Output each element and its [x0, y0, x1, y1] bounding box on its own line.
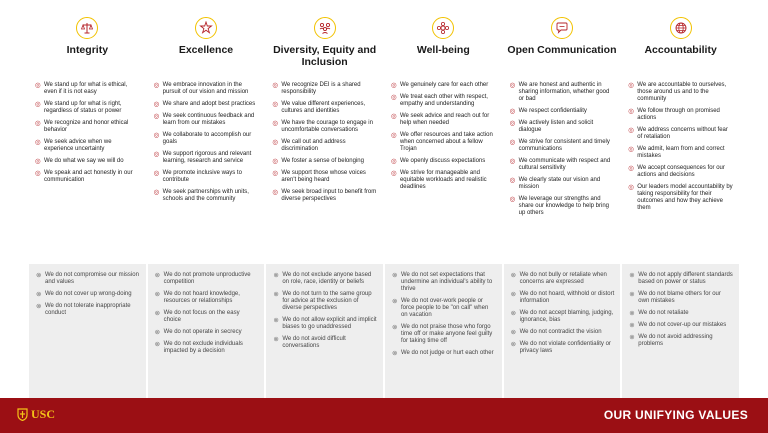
heart-flower-icon: [432, 17, 454, 39]
value-title: Integrity: [66, 44, 109, 56]
dont-item: [629, 322, 733, 329]
check-circle-icon: ◎: [272, 189, 278, 196]
do-item-text: We have the courage to engage in uncomfortable conversations: [281, 120, 373, 133]
x-circle-icon: ⊗: [36, 303, 42, 310]
check-circle-icon: ◎: [509, 120, 516, 127]
values-columns: [28, 12, 740, 398]
check-circle-icon: ◎: [390, 158, 397, 165]
do-item: [510, 158, 616, 172]
dont-item-text: We do not exclude individuals impacted by a decision: [163, 341, 243, 354]
check-circle-icon: ◎: [390, 82, 397, 89]
x-circle-icon: ⊗: [154, 329, 161, 336]
value-icon-wrap: [28, 12, 147, 44]
check-circle-icon: ◎: [272, 170, 278, 177]
check-circle-icon: ◎: [272, 101, 278, 108]
x-circle-icon: ⊗: [154, 291, 161, 298]
check-circle-icon: ◎: [628, 184, 634, 191]
dont-item-text: We do not avoid addressing problems: [638, 334, 713, 347]
do-item: [510, 120, 616, 134]
dont-list: [148, 264, 265, 398]
x-circle-icon: ⊗: [629, 310, 635, 317]
do-list: [384, 82, 503, 263]
do-item: [154, 151, 260, 165]
do-item: [154, 82, 260, 96]
dont-item-text: We do not cover-up our mistakes: [638, 322, 727, 328]
starburst-icon: [195, 17, 217, 39]
value-title: Open Communication: [507, 44, 617, 56]
dont-item-text: We do not allow explicit and implicit biases to go unaddressed: [282, 317, 377, 330]
people-group-icon: [314, 17, 336, 39]
check-circle-icon: ◎: [628, 108, 634, 115]
x-circle-icon: ⊗: [510, 272, 517, 279]
do-item: [272, 101, 378, 115]
dont-item-text: We do not judge or hurt each other: [400, 350, 494, 356]
do-item: [35, 170, 141, 184]
do-item-text: We communicate with respect and cultural sensitivity: [518, 158, 611, 171]
check-circle-icon: ◎: [153, 82, 160, 89]
dont-item: [155, 272, 259, 286]
dont-item: [273, 272, 377, 286]
check-circle-icon: ◎: [509, 196, 516, 203]
dont-list: [622, 264, 739, 398]
dont-item: [629, 291, 733, 305]
do-item: [35, 82, 141, 96]
scales-icon: [76, 17, 98, 39]
dont-item: [511, 272, 615, 286]
value-title: Diversity, Equity and Inclusion: [273, 44, 377, 68]
do-item: [628, 146, 734, 160]
check-circle-icon: ◎: [272, 82, 278, 89]
value-title: Excellence: [178, 44, 234, 56]
check-circle-icon: ◎: [628, 146, 634, 153]
do-item-text: We promote inclusive ways to contribute: [162, 170, 242, 183]
x-circle-icon: ⊗: [391, 272, 398, 279]
do-item: [628, 108, 734, 122]
check-circle-icon: ◎: [390, 170, 397, 177]
do-item-text: We support those whose voices aren't being heard: [281, 170, 366, 183]
do-item-text: We seek advice and reach out for help when needed: [399, 113, 490, 126]
x-circle-icon: ⊗: [154, 272, 161, 279]
value-icon-wrap: [147, 12, 266, 44]
dont-item-text: We do not bully or retaliate when concerns are expressed: [519, 272, 607, 285]
do-item: [391, 94, 497, 108]
do-item-text: We respect confidentiality: [518, 108, 587, 114]
do-item-text: We do what we say we will do: [44, 158, 124, 164]
check-circle-icon: ◎: [272, 158, 278, 165]
do-item: [272, 139, 378, 153]
do-list: [621, 82, 740, 263]
check-circle-icon: ◎: [35, 170, 41, 177]
do-item: [391, 170, 497, 191]
do-item: [272, 189, 378, 203]
value-title: Accountability: [644, 44, 717, 56]
dont-item: [155, 310, 259, 324]
dont-item-text: We do not contradict the vision: [519, 329, 602, 335]
x-circle-icon: ⊗: [36, 291, 42, 298]
dont-item-text: We do not retaliate: [638, 310, 689, 316]
check-circle-icon: ◎: [509, 108, 516, 115]
do-item-text: We support rigorous and relevant learning, research and service: [162, 151, 252, 164]
check-circle-icon: ◎: [509, 177, 516, 184]
do-item: [272, 158, 378, 165]
dont-item-text: We do not turn to the same group for advice at the exclusion of diverse perspectives: [282, 291, 372, 311]
do-item-text: We accept consequences for our actions and decisions: [637, 165, 725, 178]
check-circle-icon: ◎: [628, 165, 634, 172]
dont-item: [273, 291, 377, 312]
do-item: [510, 108, 616, 115]
speech-bubble-icon: [551, 17, 573, 39]
do-list: [28, 82, 147, 263]
dont-item-text: We do not violate confidentiality or privacy laws: [519, 341, 611, 354]
do-item: [35, 158, 141, 165]
check-circle-icon: ◎: [35, 82, 41, 89]
do-item-text: We are accountable to ourselves, those around us and to the community: [637, 82, 727, 102]
x-circle-icon: ⊗: [629, 334, 635, 341]
x-circle-icon: ⊗: [510, 291, 517, 298]
do-item: [391, 82, 497, 89]
do-item-text: We clearly state our vision and mission: [518, 177, 601, 190]
value-column-integrity: [28, 12, 147, 398]
do-item-text: We value different experiences, cultures and identities: [281, 101, 366, 114]
check-circle-icon: ◎: [509, 158, 516, 165]
do-item-text: We address concerns without fear of retaliation: [637, 127, 728, 140]
dont-item: [155, 329, 259, 336]
dont-item: [36, 303, 140, 317]
do-item-text: We actively listen and solicit dialogue: [518, 120, 594, 133]
do-item-text: We share and adopt best practices: [162, 101, 256, 107]
do-item-text: We recognize and honor ethical behavior: [44, 120, 129, 133]
dont-item-text: We do not hoard knowledge, resources or relationships: [163, 291, 240, 304]
do-item: [510, 196, 616, 217]
x-circle-icon: ⊗: [154, 341, 161, 348]
dont-item: [392, 350, 496, 357]
x-circle-icon: ⊗: [391, 324, 398, 331]
do-item: [628, 184, 734, 212]
x-circle-icon: ⊗: [510, 310, 517, 317]
check-circle-icon: ◎: [390, 132, 397, 139]
do-item: [391, 113, 497, 127]
dont-item-text: We do not accept blaming, judging, ignorance, bias: [519, 310, 614, 323]
value-title: Well-being: [416, 44, 470, 56]
do-list: [503, 82, 622, 263]
check-circle-icon: ◎: [272, 120, 278, 127]
do-item: [391, 158, 497, 165]
x-circle-icon: ⊗: [154, 310, 161, 317]
do-item: [35, 120, 141, 134]
do-item: [628, 165, 734, 179]
value-icon-wrap: [384, 12, 503, 44]
check-circle-icon: ◎: [35, 158, 41, 165]
x-circle-icon: ⊗: [273, 336, 279, 343]
check-circle-icon: ◎: [509, 139, 516, 146]
do-item: [35, 101, 141, 115]
do-item: [510, 177, 616, 191]
check-circle-icon: ◎: [153, 113, 160, 120]
value-column-diversity-equity-and-inclusion: [265, 12, 384, 398]
do-item: [391, 132, 497, 153]
dont-item-text: We do not focus on the easy choice: [163, 310, 240, 323]
do-item: [510, 82, 616, 103]
dont-item: [155, 291, 259, 305]
x-circle-icon: ⊗: [629, 272, 635, 279]
do-item-text: We seek continuous feedback and learn from our mistakes: [162, 113, 255, 126]
x-circle-icon: ⊗: [273, 272, 279, 279]
dont-item: [629, 272, 733, 286]
dont-list: [504, 264, 621, 398]
check-circle-icon: ◎: [628, 82, 634, 89]
dont-item: [511, 291, 615, 305]
do-item-text: We collaborate to accomplish our goals: [162, 132, 252, 145]
check-circle-icon: ◎: [153, 189, 160, 196]
dont-item-text: We do not compromise our mission and values: [45, 272, 139, 285]
x-circle-icon: ⊗: [391, 298, 398, 305]
do-item: [154, 101, 260, 108]
x-circle-icon: ⊗: [273, 291, 279, 298]
value-column-excellence: [147, 12, 266, 398]
dont-item: [392, 324, 496, 345]
dont-list: [266, 264, 383, 398]
dont-item-text: We do not operate in secrecy: [163, 329, 242, 335]
dont-item-text: We do not exclude anyone based on role, race, identity or beliefs: [282, 272, 372, 285]
dont-item: [511, 341, 615, 355]
do-item: [154, 170, 260, 184]
do-list: [265, 82, 384, 263]
usc-shield-icon: [17, 408, 28, 421]
value-icon-wrap: [621, 12, 740, 44]
value-column-open-communication: [503, 12, 622, 398]
do-item-text: We treat each other with respect, empathy and understanding: [399, 94, 488, 107]
dont-item: [273, 317, 377, 331]
dont-item-text: We do not blame others for our own mistakes: [638, 291, 721, 304]
dont-item: [392, 272, 496, 293]
dont-item-text: We do not avoid difficult conversations: [282, 336, 346, 349]
footer-tagline: OUR UNIFYING VALUES: [603, 408, 748, 422]
do-item-text: We speak and act honestly in our communication: [44, 170, 133, 183]
dont-item: [629, 310, 733, 317]
footer-bar: [0, 398, 768, 433]
dont-item: [273, 336, 377, 350]
x-circle-icon: ⊗: [510, 341, 517, 348]
dont-item-text: We do not promote unproductive competition: [163, 272, 251, 285]
dont-item: [36, 291, 140, 298]
check-circle-icon: ◎: [35, 139, 41, 146]
dont-item: [155, 341, 259, 355]
check-circle-icon: ◎: [390, 113, 397, 120]
check-circle-icon: ◎: [272, 139, 278, 146]
do-item: [272, 120, 378, 134]
check-circle-icon: ◎: [35, 101, 41, 108]
dont-item: [511, 329, 615, 336]
do-item-text: We recognize DEI is a shared responsibility: [281, 82, 361, 95]
dont-item-text: We do not praise those who forgo time off or make anyone feel guilty for taking time off: [400, 324, 493, 344]
x-circle-icon: ⊗: [391, 350, 398, 357]
do-item-text: We admit, learn from and correct mistakes: [637, 146, 725, 159]
do-item-text: We call out and address discrimination: [281, 139, 346, 152]
dont-item-text: We do not over-work people or force people to be "on call" when on vacation: [400, 298, 489, 318]
do-item-text: We seek broad input to benefit from diverse perspectives: [281, 189, 377, 202]
value-icon-wrap: [503, 12, 622, 44]
do-item-text: We genuinely care for each other: [399, 82, 489, 88]
value-icon-wrap: [265, 12, 384, 44]
check-circle-icon: ◎: [153, 170, 160, 177]
dont-item: [36, 272, 140, 286]
dont-item-text: We do not hoard, withhold or distort information: [519, 291, 615, 304]
do-item-text: We are honest and authentic in sharing information, whether good or bad: [518, 82, 610, 102]
check-circle-icon: ◎: [35, 120, 41, 127]
check-circle-icon: ◎: [153, 101, 160, 108]
dont-item-text: We do not apply different standards based on power or status: [638, 272, 733, 285]
do-item-text: We stand up for what is ethical, even if it is not easy: [44, 82, 128, 95]
do-item-text: We foster a sense of belonging: [281, 158, 364, 164]
check-circle-icon: ◎: [509, 82, 516, 89]
x-circle-icon: ⊗: [36, 272, 42, 279]
usc-logo: [17, 407, 55, 422]
do-item: [628, 82, 734, 103]
do-item-text: We seek partnerships with units, schools and the community: [162, 189, 249, 202]
do-item-text: We embrace innovation in the pursuit of our vision and mission: [162, 82, 249, 95]
value-column-well-being: [384, 12, 503, 398]
dont-item-text: We do not set expectations that undermine an individual's ability to thrive: [400, 272, 493, 292]
x-circle-icon: ⊗: [510, 329, 517, 336]
do-item-text: We seek advice when we experience uncertainty: [44, 139, 112, 152]
do-item-text: We openly discuss expectations: [399, 158, 486, 164]
check-circle-icon: ◎: [153, 132, 160, 139]
do-item-text: We follow through on promised actions: [637, 108, 720, 121]
do-list: [147, 82, 266, 263]
do-item-text: We offer resources and take action when concerned about a fellow Trojan: [399, 132, 493, 152]
dont-item: [392, 298, 496, 319]
dont-item-text: We do not cover up wrong-doing: [45, 291, 132, 297]
do-item-text: We strive for manageable and equitable workloads and realistic deadlines: [399, 170, 487, 190]
do-item-text: We strive for consistent and timely communications: [518, 139, 610, 152]
do-item: [510, 139, 616, 153]
value-column-accountability: [621, 12, 740, 398]
dont-item-text: We do not tolerate inappropriate conduct: [45, 303, 131, 316]
do-item: [154, 132, 260, 146]
do-item-text: Our leaders model accountability by taking responsibility for their outcomes and how they achieve them: [637, 184, 733, 211]
do-item: [154, 189, 260, 203]
do-item: [272, 170, 378, 184]
do-item: [628, 127, 734, 141]
dont-list: [385, 264, 502, 398]
check-circle-icon: ◎: [390, 94, 397, 101]
x-circle-icon: ⊗: [629, 322, 635, 329]
check-circle-icon: ◎: [153, 151, 160, 158]
dont-item: [629, 334, 733, 348]
do-item: [35, 139, 141, 153]
x-circle-icon: ⊗: [629, 291, 635, 298]
x-circle-icon: ⊗: [273, 317, 279, 324]
do-item-text: We leverage our strengths and share our knowledge to help bring up others: [518, 196, 610, 216]
do-item-text: We stand up for what is right, regardless of status or power: [44, 101, 122, 114]
logo-text: USC: [31, 407, 56, 421]
dont-item: [511, 310, 615, 324]
check-circle-icon: ◎: [628, 127, 634, 134]
dont-list: [29, 264, 146, 398]
do-item: [154, 113, 260, 127]
do-item: [272, 82, 378, 96]
globe-icon: [670, 17, 692, 39]
